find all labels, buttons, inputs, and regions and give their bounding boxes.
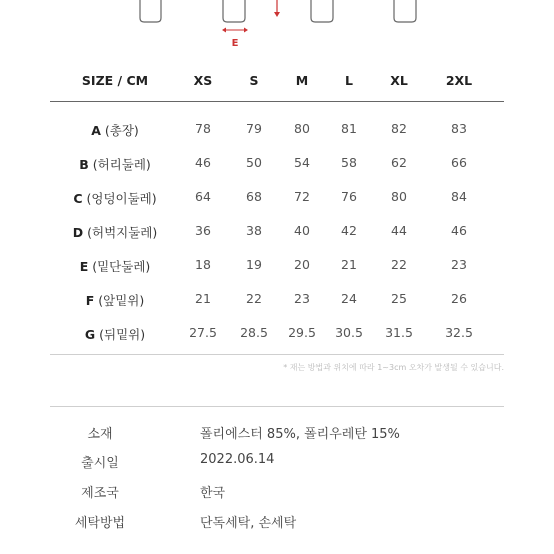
measurement-label	[50, 257, 180, 275]
size-cell: 68	[246, 189, 262, 204]
pants-diagram-strip	[0, 0, 554, 52]
size-cell: 78	[195, 121, 211, 136]
size-cell: 24	[341, 291, 357, 306]
size-row-g	[50, 325, 504, 355]
measurement-name: (허리둘레)	[88, 157, 151, 172]
size-header-label: SIZE / CM	[81, 73, 149, 88]
size-cell: 66	[451, 155, 467, 170]
product-info-value: 폴리에스터 85%, 폴리우레탄 15%	[200, 427, 400, 442]
size-cell: 21	[195, 291, 211, 306]
product-info-row	[50, 482, 504, 512]
size-cell: 31.5	[385, 325, 413, 340]
size-cell: 50	[246, 155, 262, 170]
measurement-label	[50, 155, 180, 173]
size-cell: 36	[195, 223, 211, 238]
measurement-label	[50, 325, 180, 343]
size-header-s: S	[249, 73, 259, 88]
pants-figure-4	[394, 0, 416, 22]
product-info-row	[50, 512, 504, 542]
size-row-b	[50, 155, 504, 185]
size-cell: 80	[391, 189, 407, 204]
product-info-value: 단독세탁, 손세탁	[200, 516, 297, 531]
measurement-name: (허벅지둘레)	[83, 225, 158, 240]
size-header-m: M	[295, 73, 309, 88]
product-info-value: 2022.06.14	[200, 452, 275, 467]
measurement-label	[50, 121, 180, 139]
size-cell: 29.5	[288, 325, 316, 340]
size-cell: 32.5	[445, 325, 473, 340]
size-cell: 44	[391, 223, 407, 238]
size-cell: 83	[451, 121, 467, 136]
size-header-xs: XS	[193, 73, 213, 88]
size-row-c	[50, 189, 504, 219]
measurement-name: (밑단둘레)	[88, 259, 151, 274]
size-cell: 46	[451, 223, 467, 238]
rise-arrow-icon	[274, 0, 280, 17]
measurement-name: (앞밑위)	[94, 293, 145, 308]
size-cell: 76	[341, 189, 357, 204]
size-row-a	[50, 121, 504, 151]
size-cell: 40	[294, 223, 310, 238]
measurement-name: (뒤밑위)	[95, 327, 146, 342]
product-info-label: 소재	[87, 427, 113, 442]
size-cell: 22	[391, 257, 407, 272]
size-cell: 30.5	[335, 325, 363, 340]
measurement-letter: E	[79, 259, 89, 274]
product-info-row	[50, 452, 504, 482]
size-cell: 42	[341, 223, 357, 238]
measurement-letter: D	[72, 225, 84, 240]
size-row-f	[50, 291, 504, 321]
size-header-xl: XL	[390, 73, 408, 88]
size-header-l: L	[345, 73, 353, 88]
pants-figure-3	[311, 0, 333, 22]
product-info-row	[50, 423, 504, 453]
size-cell: 28.5	[240, 325, 268, 340]
measurement-label	[50, 189, 180, 207]
product-info-label: 세탁방법	[74, 516, 126, 531]
size-cell: 19	[246, 257, 262, 272]
measurement-name: (엉덩이둘레)	[82, 191, 157, 206]
measurement-letter: F	[85, 293, 95, 308]
measurement-letter: A	[91, 123, 101, 138]
size-cell: 58	[341, 155, 357, 170]
size-cell: 46	[195, 155, 211, 170]
pants-figure-2	[223, 0, 245, 22]
size-cell: 54	[294, 155, 310, 170]
size-cell: 82	[391, 121, 407, 136]
size-cell: 84	[451, 189, 467, 204]
measurement-name: (총장)	[100, 123, 139, 138]
size-cell: 80	[294, 121, 310, 136]
info-top-divider	[50, 406, 504, 407]
size-cell: 64	[195, 189, 211, 204]
diagram-label-e: E	[231, 38, 239, 49]
measurement-note: * 재는 방법과 위치에 따라 1~3cm 오차가 발생될 수 있습니다.	[283, 363, 504, 372]
size-cell: 20	[294, 257, 310, 272]
size-chart-header-row	[50, 62, 504, 100]
size-cell: 26	[451, 291, 467, 306]
size-row-d	[50, 223, 504, 253]
size-cell: 25	[391, 291, 407, 306]
size-cell: 23	[451, 257, 467, 272]
size-header-2xl: 2XL	[445, 73, 473, 88]
size-cell: 21	[341, 257, 357, 272]
size-cell: 62	[391, 155, 407, 170]
measurement-label	[50, 223, 180, 241]
product-info-value: 한국	[200, 486, 226, 501]
size-row-e	[50, 257, 504, 287]
size-cell: 72	[294, 189, 310, 204]
size-cell: 38	[246, 223, 262, 238]
size-cell: 81	[341, 121, 357, 136]
size-cell: 22	[246, 291, 262, 306]
table-header-divider	[50, 101, 504, 102]
measurement-letter: G	[84, 327, 96, 342]
pants-figure-1	[140, 0, 161, 22]
product-info-label: 제조국	[81, 486, 119, 501]
size-cell: 18	[195, 257, 211, 272]
hem-width-arrow-icon	[222, 28, 248, 33]
table-bottom-divider	[50, 354, 504, 355]
measurement-label	[50, 291, 180, 309]
size-cell: 79	[246, 121, 262, 136]
measurement-letter: B	[79, 157, 89, 172]
measurement-letter: C	[73, 191, 83, 206]
product-info-label: 출시일	[81, 456, 119, 471]
size-cell: 27.5	[189, 325, 217, 340]
size-cell: 23	[294, 291, 310, 306]
